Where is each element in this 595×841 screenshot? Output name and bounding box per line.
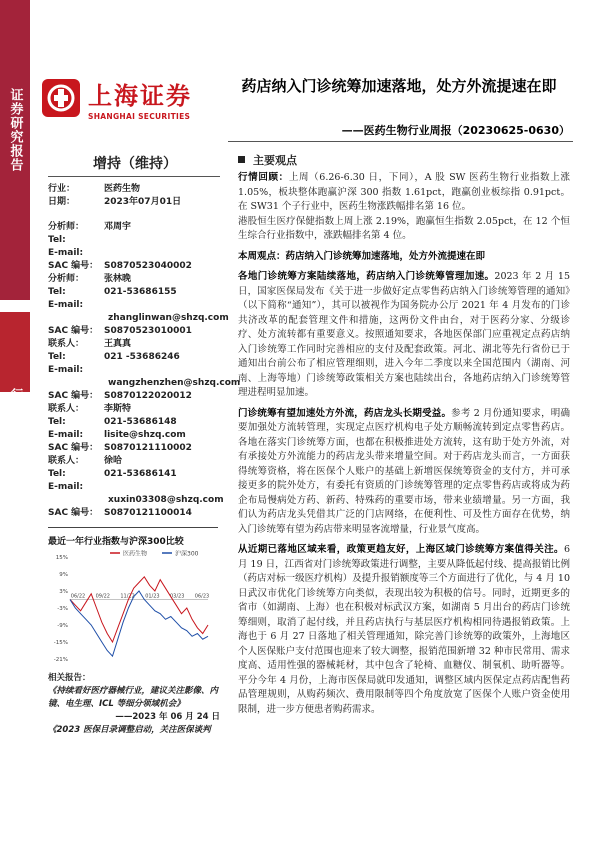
analyst-sac: S0870523010001 bbox=[104, 326, 192, 336]
chart-title: 最近一年行业指数与沪深300比较 bbox=[48, 537, 184, 547]
analyst-name: 徐哈 bbox=[104, 456, 123, 466]
analyst-tel: 021-53686141 bbox=[104, 469, 177, 479]
paragraph-market-review bbox=[238, 171, 570, 215]
policy-landing-lead: 各地门诊统筹方案陆续落地，药店纳入门诊统筹管理加速。 bbox=[238, 271, 495, 282]
y-tick-label: 9% bbox=[59, 572, 68, 578]
analyst-email-key: E-mail: bbox=[48, 482, 84, 492]
analyst-tel-key: Tel: bbox=[48, 235, 66, 245]
analyst-sac-key: SAC 编号： bbox=[48, 391, 99, 401]
prescription-outflow-text: 参考 2 月份通知要求，明确要加强处方流转管理，实现定点医疗机构电子处方顺畅流转到定点零售药店。各地在落实门诊统筹方面，也都在积极推进处方流转，这有助于处方外流，对有承接处方外流能力的药店龙头带来增量空间。对于药店龙头而言，一方面获得统筹资格，将在医保个人账户的基础上新增医保统筹资金的支付方，并可承接更多的院外处方，有委托有资质的门诊统筹管理的定点零售药店或将成为药企布局慢病处方药、新药、特殊药的重要市场，带来业绩增量。另一方面，我们认为药店龙头凭借其广泛的门店网络，在便利性、可及性方面存在优势，纳入门诊统筹有望为药店带来明显客流增量，行业景气度高。 bbox=[238, 407, 570, 535]
sidebar-weekly-label: 行业周报 bbox=[7, 388, 23, 444]
series-line-1 bbox=[70, 591, 208, 656]
date-key: 日期： bbox=[48, 197, 76, 207]
shanghai-policy-text: 6 月 19 日，江西省对门诊统筹政策进行调整，主要从降低起付线、提高报销比例（药店对标一级医疗机构）及提升报销额度等三个方面进行了优化，与 4 月 10 日武汉市优化门诊统筹方向类似，表现出较为积极的信号。同时，近期更多的省市（如湖南、上海）也在积极对标武汉方案，如湖南 5 月出台的药店门诊统筹细则，取消了起付线，并且药店执行与基层医疗机构相同待遇报销政策。上海也于 6 月 27 日落地了相关管理通知，除完善门诊统筹的政策外，上海地区个人医保账户支付范围也迎来了较大调整，报销范围新增 32 种市民常用、需求度高、适用性强的器械耗材，其中包含了轮椅、血糖仪、制氧机、助听器等。平分今年 4 月份，上海市医保局就印发通知，调整区域内医保定点药店配售药品管理规则，从购药频次、费用限制等四个角度放宽了医保个人账户资金使用限制，进一步方便患者购药需求。 bbox=[238, 544, 570, 715]
analyst-email: lisite@shzq.com bbox=[104, 430, 186, 440]
logo-chinese-name: 上海证券 bbox=[88, 81, 192, 110]
related-report-1: 《持续看好医疗器械行业，建议关注影像、内镜、电生理、ICL 等细分领域机会》 bbox=[48, 686, 219, 709]
related-report-1-date: ——2023 年 06 月 24 日 bbox=[115, 712, 220, 722]
x-tick-label: 06/23 bbox=[194, 593, 210, 600]
y-tick-label: -21% bbox=[53, 657, 68, 663]
section-title: 主要观点 bbox=[253, 154, 297, 167]
analyst-sac: S0870122020012 bbox=[104, 391, 192, 401]
policy-landing-text: 2023 年 2 月 15 日，国家医保局发布《关于进一步做好定点零售药店纳入门诊统筹管理的通知》（以下简称“通知”），其可以被视作为国务院办公厅 2021 年 4 月发布的门诊共济改革的配套管理文件和措施，这两份文件由台，对于医药分家、分级诊疗、处方流转都有重要意义。按照通知要求，各地医保部门应重视定点药店纳入门诊统筹工作同时完善相应的支付及配套政策。河北、湖北等先行省份已于通知出台前公布了相应管理细则，进入今年二季度以来全国范围内（湖南、河南、上海等地）门诊统筹政策相关方案也陆续出台，各地药店纳入门诊统筹管理进程明显加速。 bbox=[238, 271, 570, 398]
analyst-email: zhanglinwan@shzq.com bbox=[108, 313, 229, 323]
analyst-sac: S0870523040002 bbox=[104, 261, 192, 271]
paragraph-shanghai-policy bbox=[238, 543, 570, 717]
industry-key: 行业： bbox=[48, 184, 76, 194]
x-tick-label: 03/23 bbox=[169, 593, 185, 600]
analyst-email: wangzhenzhen@shzq.com bbox=[108, 378, 241, 388]
rating-label: 增持（维持） bbox=[93, 156, 177, 172]
related-heading: 相关报告： bbox=[48, 673, 91, 683]
date-value: 2023年07月01日 bbox=[104, 197, 182, 207]
y-tick-label: -15% bbox=[53, 640, 68, 646]
main-body bbox=[238, 171, 570, 717]
analyst-name-key: 分析师： bbox=[48, 274, 85, 284]
paragraph-hk-review: 港股恒生医疗保健指数上周上涨 2.19%，跑赢恒生指数 2.05pct，在 12 个恒生综合行业指数中，涨跌幅排名第 4 位。 bbox=[238, 215, 570, 241]
prescription-outflow-lead: 门诊统筹有望加速处方外流，药店龙头长期受益。 bbox=[238, 407, 452, 419]
analyst-sac-key: SAC 编号： bbox=[48, 443, 99, 453]
legend-label-0: 医药生物 bbox=[123, 550, 148, 558]
sidebar-gap bbox=[0, 300, 30, 312]
series-line-0 bbox=[70, 577, 208, 642]
bullet-square-icon bbox=[238, 156, 245, 163]
analyst-name: 张林晚 bbox=[104, 274, 132, 284]
paragraph-weekly-view: 本周观点：药店纳入门诊统筹加速落地，处方外流提速在即 bbox=[238, 250, 486, 262]
index-comparison-chart bbox=[48, 527, 218, 668]
analyst-sac-key: SAC 编号： bbox=[48, 261, 99, 271]
analyst-sac: S0870121100014 bbox=[104, 508, 192, 518]
analyst-tel: 021-53686148 bbox=[104, 417, 177, 427]
analyst-tel-key: Tel: bbox=[48, 287, 66, 297]
analyst-email-key: E-mail: bbox=[48, 430, 84, 440]
related-report-2: 《2023 医保目录调整启动，关注医保谈判 bbox=[48, 725, 211, 735]
x-tick-label: 09/22 bbox=[95, 593, 111, 600]
logo-english-name: SHANGHAI SECURITIES bbox=[88, 111, 191, 121]
x-tick-label: 11/22 bbox=[120, 593, 135, 600]
analyst-tel-key: Tel: bbox=[48, 352, 66, 362]
market-review-lead: 行情回顾： bbox=[238, 172, 289, 183]
rating-divider bbox=[48, 176, 220, 177]
analyst-email-key: E-mail: bbox=[48, 248, 84, 258]
x-tick-label: 06/22 bbox=[70, 593, 86, 600]
analyst-name: 王真真 bbox=[104, 339, 132, 349]
chart-svg bbox=[48, 547, 218, 667]
market-review-text: 上周（6.26-6.30 日，下同），A 股 SW 医药生物行业指数上涨 1.05%，板块整体跑赢沪深 300 指数 1.61pct，跑赢创业板综指 0.91pct。在 SW31 个子行业中，医药生物涨跌幅排名第 16 位。 bbox=[238, 172, 570, 212]
industry-value: 医药生物 bbox=[104, 184, 141, 194]
y-tick-label: 15% bbox=[55, 555, 68, 561]
analyst-name-key: 联系人： bbox=[48, 339, 85, 349]
analyst-sac: S0870121110002 bbox=[104, 443, 192, 453]
analyst-email-key: E-mail: bbox=[48, 300, 84, 310]
sidebar-mid-band bbox=[0, 312, 30, 392]
company-logo bbox=[40, 73, 220, 123]
left-sidebar bbox=[0, 0, 30, 841]
analyst-sac-key: SAC 编号： bbox=[48, 508, 99, 518]
analyst-email: xuxin03308@shzq.com bbox=[108, 495, 224, 505]
analyst-email-key: E-mail: bbox=[48, 365, 84, 375]
analyst-sac-key: SAC 编号： bbox=[48, 326, 99, 336]
report-title: 药店纳入门诊统筹加速落地，处方外流提速在即 bbox=[241, 77, 557, 95]
shanghai-policy-lead: 从近期已落地区域来看，政策更趋友好，上海区域门诊统筹方案值得关注。 bbox=[238, 544, 564, 555]
analyst-tel-key: Tel: bbox=[48, 417, 66, 427]
analyst-name: 李斯特 bbox=[104, 404, 132, 414]
sidebar-report-type: 证券研究报告 bbox=[7, 88, 23, 172]
paragraph-policy-landing bbox=[238, 270, 570, 401]
legend-label-1: 沪深300 bbox=[175, 550, 199, 558]
paragraph-prescription-outflow bbox=[238, 407, 570, 538]
title-divider bbox=[228, 141, 573, 142]
report-subtitle: ——医药生物行业周报（20230625-0630） bbox=[341, 124, 570, 137]
analyst-tel: 021-53686155 bbox=[104, 287, 177, 297]
y-tick-label: 3% bbox=[59, 589, 68, 595]
related-reports bbox=[48, 672, 220, 737]
analyst-tel: 021 -53686246 bbox=[104, 352, 180, 362]
analyst-name: 邓周宇 bbox=[104, 222, 132, 232]
analyst-tel-key: Tel: bbox=[48, 469, 66, 479]
section-heading bbox=[238, 152, 297, 168]
analyst-name-key: 联系人： bbox=[48, 456, 85, 466]
y-tick-label: -9% bbox=[57, 623, 68, 629]
x-tick-label: 01/23 bbox=[145, 593, 160, 600]
analyst-name-key: 联系人： bbox=[48, 404, 85, 414]
y-tick-label: -3% bbox=[57, 606, 68, 612]
analyst-name-key: 分析师： bbox=[48, 222, 85, 232]
logo-emblem-icon bbox=[40, 77, 82, 119]
